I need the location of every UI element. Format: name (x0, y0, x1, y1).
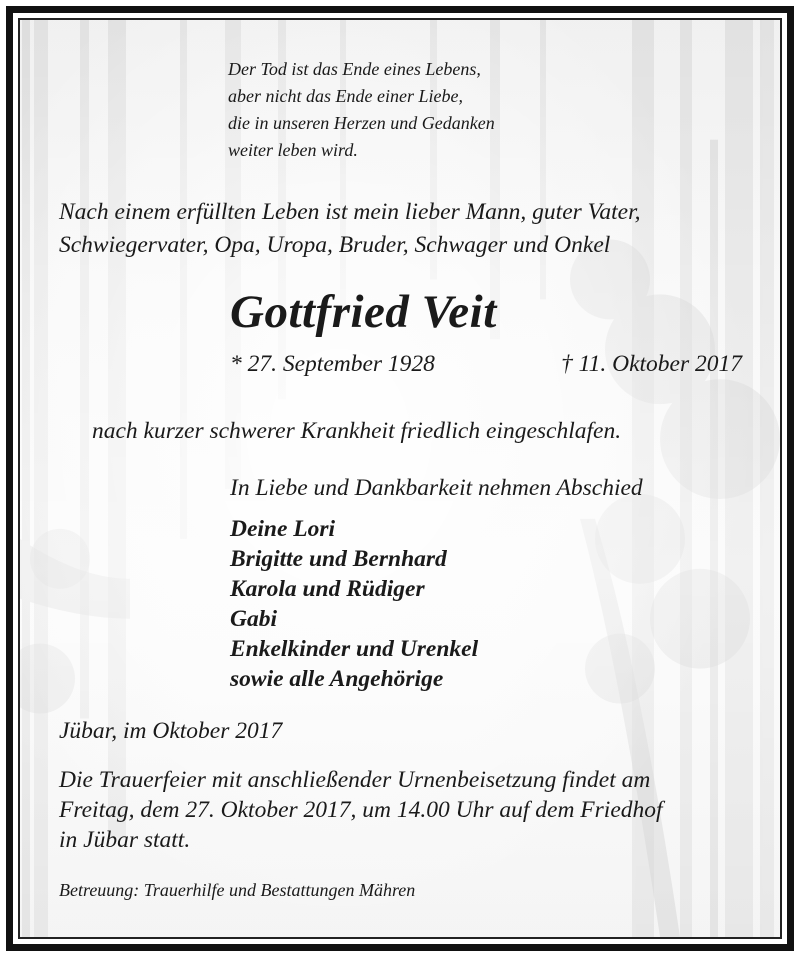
poem-line: Der Tod ist das Ende eines Lebens, (228, 59, 481, 79)
intro-line: Nach einem erfüllten Leben ist mein lieber Mann, guter Vater, (59, 199, 641, 225)
farewell-text: In Liebe und Dankbarkeit nehmen Abschied (230, 475, 643, 501)
mourner-name: sowie alle Angehörige (230, 666, 444, 692)
deceased-name: Gottfried Veit (230, 286, 497, 338)
intro-text (59, 196, 641, 262)
obituary-text (20, 20, 780, 937)
service-info (59, 765, 663, 855)
mourners-list (230, 514, 478, 694)
mourner-name: Deine Lori (230, 516, 336, 542)
obituary-panel (18, 18, 782, 939)
service-line: in Jübar statt. (59, 827, 191, 853)
birth-date: * 27. September 1928 (230, 351, 435, 377)
intro-line: Schwiegervater, Opa, Uropa, Bruder, Schwager und Onkel (59, 232, 611, 258)
poem-line: aber nicht das Ende einer Liebe, (228, 86, 463, 106)
mourner-name: Gabi (230, 606, 277, 632)
service-line: Freitag, dem 27. Oktober 2017, um 14.00 Uhr auf dem Friedhof (59, 797, 663, 823)
place-date: Jübar, im Oktober 2017 (59, 718, 283, 744)
poem-line: weiter leben wird. (228, 140, 358, 160)
mourner-name: Karola und Rüdiger (230, 576, 425, 602)
mourner-name: Brigitte und Bernhard (230, 546, 447, 572)
illness-text: nach kurzer schwerer Krankheit friedlich eingeschlafen. (92, 418, 622, 444)
poem-line: die in unseren Herzen und Gedanken (228, 113, 495, 133)
death-date: † 11. Oktober 2017 (560, 351, 742, 377)
undertaker-credit: Betreuung: Trauerhilfe und Bestattungen Mähren (59, 880, 416, 900)
obituary-frame (6, 6, 794, 951)
mourner-name: Enkelkinder und Urenkel (230, 636, 479, 662)
poem (228, 56, 495, 164)
service-line: Die Trauerfeier mit anschließender Urnenbeisetzung findet am (59, 767, 651, 793)
